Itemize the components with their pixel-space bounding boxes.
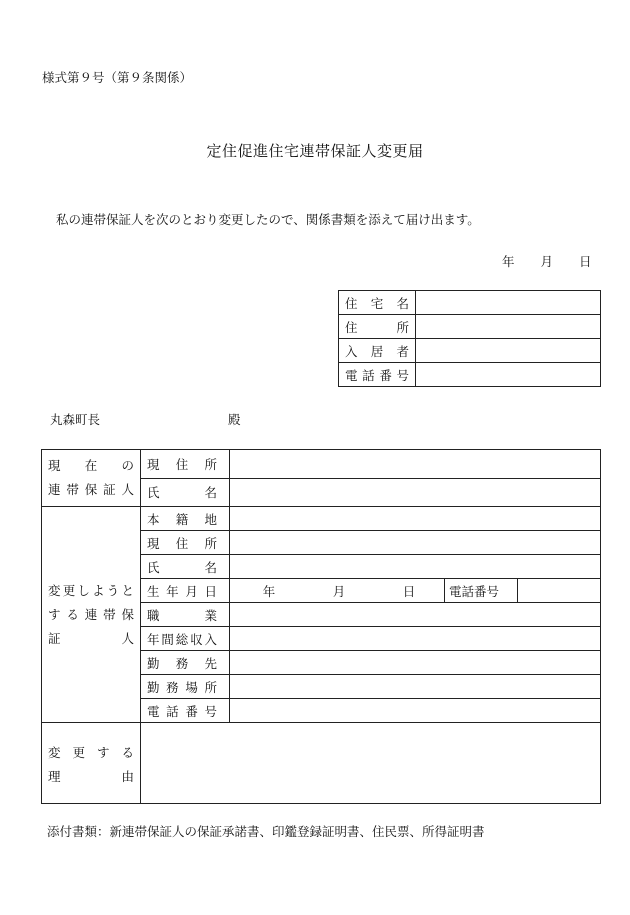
new-guarantor-field-label <box>141 699 230 723</box>
label-char: 籍 <box>175 511 189 527</box>
label-char: 話 <box>362 367 375 383</box>
label-char: 勤 <box>147 655 160 671</box>
field-label <box>147 654 223 672</box>
label-char: 番 <box>379 367 392 383</box>
label-char: 業 <box>204 607 217 623</box>
birthdate-unit: 日 <box>402 583 416 599</box>
field-label <box>345 366 415 384</box>
honorific: 殿 <box>228 412 241 427</box>
label-char: 現 <box>147 456 160 472</box>
label-char: の <box>121 458 134 473</box>
submission-date <box>502 252 592 270</box>
label-char: 変 <box>48 745 61 760</box>
group-label <box>48 579 134 651</box>
phone-label: 電話番号 <box>444 579 518 602</box>
applicant-field-input[interactable] <box>416 315 601 339</box>
applicant-row <box>339 339 601 363</box>
new-guarantor-field-input[interactable] <box>230 651 601 675</box>
group-label-line <box>48 765 134 789</box>
birthdate-unit: 月 <box>332 583 346 599</box>
group-label <box>48 741 134 789</box>
label-char: 理 <box>48 769 61 784</box>
group-label-line <box>48 741 134 765</box>
new-guarantor-field-input[interactable] <box>230 531 601 555</box>
label-char: 号 <box>204 703 217 719</box>
label-char: 場 <box>185 679 198 695</box>
group-label-line <box>48 627 134 651</box>
label-char: 所 <box>204 535 217 551</box>
date-month-label: 月 <box>540 254 554 269</box>
label-char: 電 <box>147 703 160 719</box>
guarantor-change-table <box>41 449 601 804</box>
current-guarantor-row <box>42 450 601 479</box>
attachments-note: 添付書類：新連帯保証人の保証承諾書、印鑑登録証明書、住民票、所得証明書 <box>47 824 485 839</box>
label-char: 者 <box>396 343 409 359</box>
label-char: う <box>106 582 120 598</box>
label-char: 証 <box>103 482 116 497</box>
group-label <box>48 454 134 502</box>
label-char: 現 <box>48 458 61 473</box>
label-char: 更 <box>62 582 76 598</box>
form-number: 様式第９号（第９条関係） <box>42 70 193 85</box>
applicant-field-label <box>339 363 416 387</box>
label-char: 居 <box>370 343 384 359</box>
field-label <box>147 510 223 528</box>
new-guarantor-field-label <box>141 675 230 699</box>
label-char: す <box>96 745 110 760</box>
new-guarantor-field-label <box>141 603 230 627</box>
label-char: 人 <box>121 630 134 646</box>
label-char: し <box>77 582 90 598</box>
label-char: 名 <box>396 295 409 311</box>
date-year-label: 年 <box>502 254 515 269</box>
label-char: 保 <box>84 482 98 497</box>
field-label <box>345 318 415 336</box>
applicant-row <box>339 315 601 339</box>
label-char: 号 <box>396 367 409 383</box>
applicant-row <box>339 363 601 387</box>
label-char: 宅 <box>370 295 384 311</box>
label-char: 名 <box>204 559 217 575</box>
label-char: 保 <box>121 606 134 622</box>
label-char: 由 <box>121 769 134 784</box>
field-label <box>147 455 223 473</box>
label-char: 月 <box>185 583 198 599</box>
new-guarantor-field-label <box>141 627 230 651</box>
label-char: 住 <box>345 295 358 311</box>
label-char: 生 <box>147 583 160 599</box>
label-char: 帯 <box>66 482 79 497</box>
new-guarantor-field-input[interactable] <box>230 675 601 699</box>
reason-input[interactable] <box>141 723 601 804</box>
reason-group-label <box>42 723 141 804</box>
label-char: と <box>121 582 134 598</box>
label-char: 所 <box>204 456 217 472</box>
new-guarantor-row <box>42 507 601 531</box>
field-label <box>147 702 223 720</box>
new-guarantor-field-input[interactable] <box>230 507 601 531</box>
applicant-field-label <box>339 315 416 339</box>
label-char: 連 <box>48 482 61 497</box>
new-guarantor-field-label <box>141 579 230 603</box>
label-char: 収 <box>190 631 203 647</box>
applicant-info-table <box>338 290 601 387</box>
group-label-line <box>48 478 134 502</box>
new-guarantor-field-input[interactable] <box>230 579 601 603</box>
label-char: 地 <box>204 511 217 527</box>
label-char: 証 <box>48 630 61 646</box>
birthdate-input[interactable] <box>230 582 444 600</box>
label-char: 現 <box>147 535 160 551</box>
applicant-field-input[interactable] <box>416 291 601 315</box>
label-char: 住 <box>345 319 358 335</box>
label-char: 人 <box>121 482 134 497</box>
label-char: 住 <box>175 535 189 551</box>
field-label <box>147 483 223 501</box>
label-char: 職 <box>147 607 160 623</box>
label-char: 総 <box>175 631 189 647</box>
label-char: 年 <box>166 583 179 599</box>
new-guarantor-field-input[interactable] <box>230 603 601 627</box>
label-char: 氏 <box>147 485 160 501</box>
label-char: 年 <box>147 631 160 647</box>
label-char: 更 <box>72 745 85 760</box>
applicant-field-input[interactable] <box>416 363 601 387</box>
label-char: 住 <box>175 456 189 472</box>
group-label-line <box>48 579 134 603</box>
applicant-field-label <box>339 339 416 363</box>
applicant-row <box>339 291 601 315</box>
field-label <box>345 342 415 360</box>
field-label <box>345 294 415 312</box>
new-guarantor-field-label <box>141 507 230 531</box>
label-char: 話 <box>166 703 179 719</box>
label-char: 所 <box>396 319 409 335</box>
birthdate-row-content <box>230 579 600 602</box>
new-guarantor-field-label <box>141 651 230 675</box>
label-char: 在 <box>84 458 98 473</box>
addressee: 丸森町長 <box>50 412 101 427</box>
document-title: 定住促進住宅連帯保証人変更届 <box>206 142 424 160</box>
current-guarantor-field-input[interactable] <box>230 450 601 479</box>
field-label <box>147 534 223 552</box>
label-char: 所 <box>204 679 217 695</box>
label-char: 変 <box>48 582 61 598</box>
field-label <box>147 606 223 624</box>
current-guarantor-field-label <box>141 450 230 479</box>
label-char: る <box>121 745 134 760</box>
new-guarantor-field-label <box>141 531 230 555</box>
label-char: 間 <box>161 631 174 647</box>
label-char: 本 <box>147 511 160 527</box>
label-char: 入 <box>204 631 217 647</box>
label-char: る <box>66 606 79 622</box>
applicant-field-label <box>339 291 416 315</box>
label-char: 勤 <box>147 679 160 695</box>
new-guarantor-field-label <box>141 555 230 579</box>
field-label <box>147 558 223 576</box>
date-day-label: 日 <box>579 254 592 269</box>
label-char: 氏 <box>147 559 160 575</box>
label-char: 日 <box>204 583 217 599</box>
applicant-field-input[interactable] <box>416 339 601 363</box>
label-char: 番 <box>185 703 198 719</box>
new-guarantor-field-input[interactable] <box>230 627 601 651</box>
new-guarantor-field-input[interactable] <box>230 699 601 723</box>
field-label <box>147 630 223 648</box>
label-char: 帯 <box>103 606 116 622</box>
label-char: す <box>48 606 61 622</box>
group-label-line <box>48 603 134 627</box>
label-char: よ <box>92 582 105 598</box>
current-guarantor-field-input[interactable] <box>230 478 601 507</box>
birthdate-unit: 年 <box>262 583 276 599</box>
new-guarantor-field-input[interactable] <box>230 555 601 579</box>
label-char: 入 <box>345 343 358 359</box>
label-char: 連 <box>84 606 98 622</box>
label-char: 務 <box>175 655 189 671</box>
label-char: 電 <box>345 367 358 383</box>
current-guarantor-group-label <box>42 450 141 507</box>
label-char: 務 <box>166 679 179 695</box>
reason-row <box>42 723 601 804</box>
statement-text: 私の連帯保証人を次のとおり変更したので、関係書類を添えて届け出ます。 <box>56 212 480 227</box>
field-label <box>147 678 223 696</box>
field-label <box>147 582 223 600</box>
group-label-line <box>48 454 134 478</box>
current-guarantor-field-label <box>141 478 230 507</box>
new-guarantor-group-label <box>42 507 141 723</box>
label-char: 先 <box>204 655 217 671</box>
label-char: 名 <box>204 485 217 501</box>
